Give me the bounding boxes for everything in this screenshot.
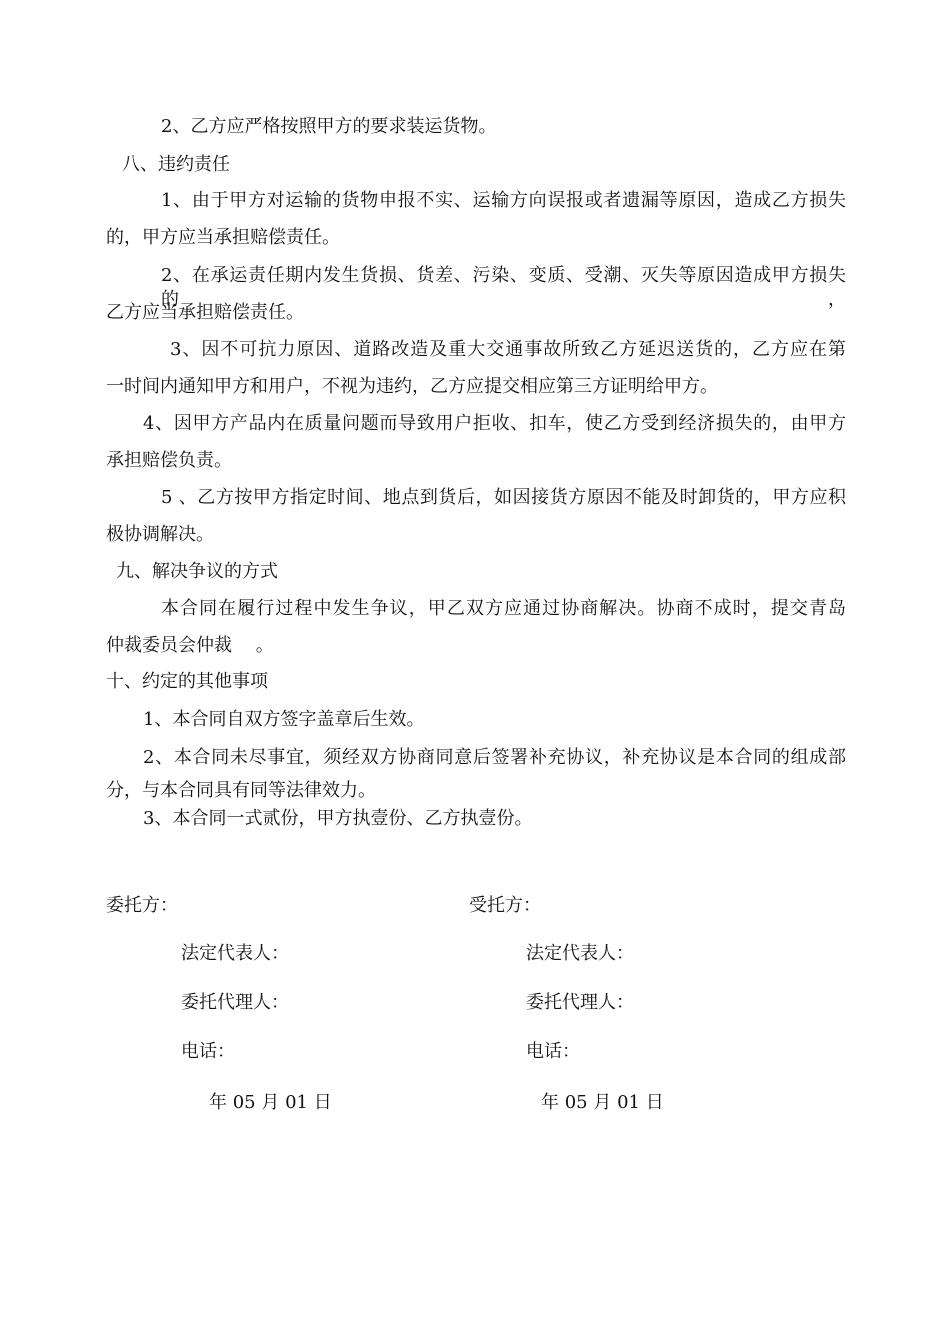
- agent-legal-rep-label: 法定代表人：: [526, 943, 634, 964]
- clause10-item3: 3、本合同一式贰份，甲方执壹份、乙方执壹份。: [143, 808, 533, 829]
- clause10-item2-line1: 2、本合同未尽事宜，须经双方协商同意后签署补充协议，补充协议是本合同的组成部: [143, 747, 846, 768]
- clause8-item1-line1: 1、由于甲方对运输的货物申报不实、运输方向误报或者遗漏等原因，造成乙方损失: [161, 190, 846, 211]
- agent-date: 年 05 月 01 日: [541, 1092, 664, 1113]
- principal-phone-label: 电话：: [181, 1041, 235, 1062]
- clause8-item3-line1: 3、因不可抗力原因、道路改造及重大交通事故所致乙方延迟送货的，乙方应在第: [170, 339, 846, 360]
- clause7-item2: 2、乙方应严格按照甲方的要求装运货物。: [161, 116, 497, 137]
- clause8-item1-line2: 的，甲方应当承担赔偿责任。: [106, 227, 340, 248]
- clause9-heading: 九、解决争议的方式: [116, 561, 278, 582]
- clause8-item5-line2: 极协调解决。: [106, 524, 214, 545]
- principal-date: 年 05 月 01 日: [209, 1092, 332, 1113]
- clause8-item3-line2: 一时间内通知甲方和用户，不视为违约，乙方应提交相应第三方证明给甲方。: [106, 376, 718, 397]
- clause10-heading: 十、约定的其他事项: [106, 671, 268, 692]
- principal-legal-rep-label: 法定代表人：: [181, 943, 289, 964]
- agent-party-label: 受托方：: [469, 895, 541, 916]
- agent-phone-label: 电话：: [526, 1041, 580, 1062]
- clause8-heading: 八、违约责任: [122, 154, 230, 175]
- clause10-item1: 1、本合同自双方签字盖章后生效。: [143, 709, 425, 730]
- clause9-line2: 仲裁委员会仲裁 。: [106, 635, 274, 656]
- clause8-item4-line1: 4、因甲方产品内在质量问题而导致用户拒收、扣车，使乙方受到经济损失的，由甲方: [143, 413, 846, 434]
- clause8-item4-line2: 承担赔偿负责。: [106, 450, 232, 471]
- clause8-item2-line1: 2、在承运责任期内发生货损、货差、污染、变质、受潮、灭失等原因造成甲方损失的，: [161, 265, 846, 310]
- principal-party-label: 委托方：: [106, 895, 178, 916]
- principal-agent-label: 委托代理人：: [181, 992, 289, 1013]
- agent-agent-label: 委托代理人：: [526, 992, 634, 1013]
- clause10-item2-line2: 分，与本合同具有同等法律效力。: [106, 780, 376, 801]
- clause9-line1: 本合同在履行过程中发生争议，甲乙双方应通过协商解决。协商不成时，提交青岛: [161, 598, 846, 619]
- clause8-item5-line1: 5 、乙方按甲方指定时间、地点到货后，如因接货方原因不能及时卸货的，甲方应积: [161, 487, 846, 508]
- clause8-item2-line2: 乙方应当承担赔偿责任。: [106, 302, 304, 323]
